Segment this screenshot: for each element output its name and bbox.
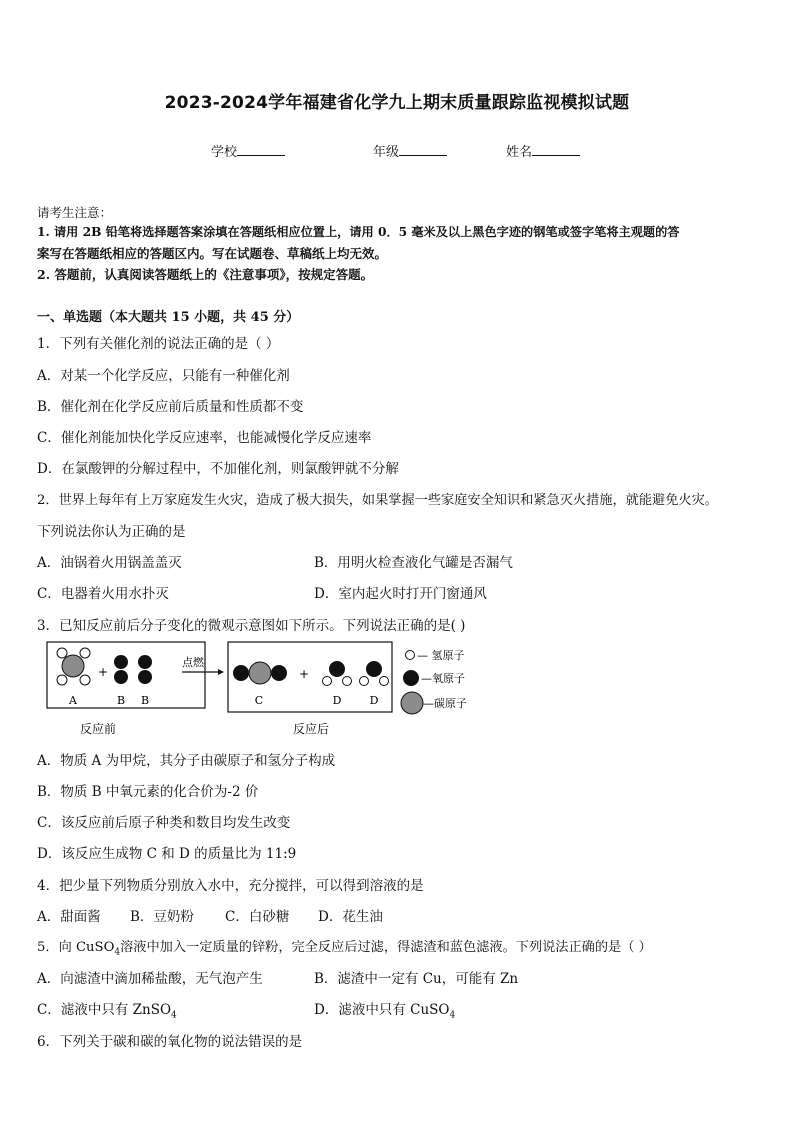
oxygen-atom	[114, 670, 128, 684]
q5-stem	[37, 936, 652, 958]
oxygen-atom	[114, 655, 128, 669]
q3-option-c: C．该反应前后原子种类和数目均发生改变	[37, 815, 291, 831]
oxygen-atom	[138, 655, 152, 669]
hydrogen-atom	[360, 677, 369, 686]
school-label: 学校	[211, 145, 238, 160]
legend-hydrogen-icon	[406, 651, 415, 660]
q1-option-b: B．催化剂在化学反应前后质量和性质都不变	[37, 399, 304, 415]
grade-field[interactable]	[373, 141, 447, 160]
notice-heading: 请考生注意：	[37, 205, 113, 220]
q5-option-d	[314, 998, 455, 1021]
name-label: 姓名	[506, 145, 533, 160]
q5-option-c-text: C．滤液中只有 ZnSO	[37, 1002, 172, 1018]
hydrogen-atom	[343, 677, 352, 686]
q5-stem-sub: 4	[114, 947, 121, 958]
q5-option-c	[37, 998, 177, 1021]
q2-stem-line2: 下列说法你认为正确的是	[37, 524, 186, 540]
plus-sign: +	[98, 665, 109, 679]
q2-stem-line1: 2．世界上每年有上万家庭发生火灾，造成了极大损失，如果掌握一些家庭安全知识和紧急灭火措施，就能避免火灾。	[37, 493, 718, 508]
legend-oxygen: —氧原子	[421, 672, 465, 685]
school-blank[interactable]	[237, 143, 285, 156]
page-title: 2023-2024学年福建省化学九上期末质量跟踪监视模拟试题	[164, 93, 630, 113]
q4-option-c: C．白砂糖	[225, 909, 290, 925]
q4-stem: 4．把少量下列物质分别放入水中，充分搅拌，可以得到溶液的是	[37, 878, 424, 894]
legend-carbon-icon	[401, 692, 423, 714]
q5-option-d-sub: 4	[449, 1010, 456, 1021]
q2-option-a: A．油锅着火用锅盖盖灭	[37, 555, 182, 571]
q1-stem: 1．下列有关催化剂的说法正确的是（ ）	[37, 336, 280, 352]
q1-option-c: C．催化剂能加快化学反应速率，也能减慢化学反应速率	[37, 430, 372, 446]
q4-option-b: B．豆奶粉	[130, 909, 194, 925]
label-b1: B	[116, 694, 126, 707]
q4-option-a: A．甜面酱	[37, 909, 101, 925]
q6-stem: 6．下列关于碳和碳的氧化物的说法错误的是	[37, 1034, 303, 1050]
legend-oxygen-icon	[403, 670, 419, 686]
caption-before: 反应前	[79, 722, 117, 736]
q5-stem-pre: 5．向 CuSO	[37, 940, 115, 955]
q2-option-d: D．室内起火时打开门窗通风	[314, 586, 487, 602]
plus-sign: +	[299, 667, 310, 681]
label-b2: B	[140, 694, 150, 707]
q4-option-d: D．花生油	[318, 909, 383, 925]
hydrogen-atom	[323, 677, 332, 686]
hydrogen-atom	[80, 675, 90, 685]
q5-option-d-text: D．滤液中只有 CuSO	[314, 1002, 450, 1018]
oxygen-atom	[271, 665, 287, 681]
label-d2: D	[369, 694, 379, 707]
label-a: A	[69, 694, 77, 707]
arrow-head	[218, 669, 224, 675]
notice-item2: 2. 答题前，认真阅读答题纸上的《注意事项》，按规定答题。	[37, 267, 374, 282]
name-field[interactable]	[506, 141, 580, 160]
q2-option-c: C．电器着火用水扑灭	[37, 586, 169, 602]
legend-carbon: —碳原子	[423, 697, 467, 710]
oxygen-atom	[233, 665, 249, 681]
q1-option-d: D．在氯酸钾的分解过程中，不加催化剂，则氯酸钾就不分解	[37, 461, 399, 477]
q5-option-a: A．向滤渣中滴加稀盐酸，无气泡产生	[37, 971, 263, 987]
q3-stem: 3．已知反应前后分子变化的微观示意图如下所示。下列说法正确的是( )	[37, 618, 466, 634]
q3-option-a: A．物质 A 为甲烷，其分子由碳原子和氢分子构成	[37, 753, 336, 769]
oxygen-atom	[366, 661, 382, 677]
hydrogen-atom	[80, 648, 90, 658]
oxygen-atom	[138, 670, 152, 684]
arrow-label: 点燃	[182, 656, 204, 669]
section-heading: 一、单选题（本大题共 15 小题，共 45 分）	[37, 310, 300, 325]
carbon-atom	[249, 662, 271, 684]
grade-label: 年级	[373, 145, 400, 160]
hydrogen-atom	[380, 677, 389, 686]
reaction-diagram	[40, 638, 480, 744]
grade-blank[interactable]	[399, 143, 447, 156]
carbon-atom	[62, 655, 84, 677]
q2-option-b: B．用明火检查液化气罐是否漏气	[314, 555, 513, 571]
q5-option-b: B．滤渣中一定有 Cu，可能有 Zn	[314, 971, 519, 987]
notice-item1-line2: 案写在答题纸相应的答题区内。写在试题卷、草稿纸上均无效。	[37, 246, 388, 261]
hydrogen-atom	[57, 648, 67, 658]
label-d1: D	[332, 694, 342, 707]
q3-option-b: B．物质 B 中氧元素的化合价为-2 价	[37, 784, 259, 800]
legend-hydrogen: — 氢原子	[417, 649, 465, 662]
q3-option-d: D．该反应生成物 C 和 D 的质量比为 11:9	[37, 846, 297, 862]
oxygen-atom	[329, 661, 345, 677]
q5-option-c-sub: 4	[171, 1010, 177, 1021]
notice-item1-line1: 1. 请用 2B 铅笔将选择题答案涂填在答题纸相应位置上，请用 0．5 毫米及以上黑色字迹的钢笔或签字笔将主观题的答	[37, 225, 680, 239]
caption-after: 反应后	[292, 722, 330, 736]
label-c: C	[254, 694, 264, 707]
hydrogen-atom	[57, 675, 67, 685]
q1-option-a: A．对某一个化学反应，只能有一种催化剂	[37, 368, 290, 384]
school-field[interactable]	[211, 141, 285, 160]
q5-stem-post: 溶液中加入一定质量的锌粉，完全反应后过滤，得滤渣和蓝色滤液。下列说法正确的是（ ）	[120, 940, 652, 955]
name-blank[interactable]	[532, 143, 580, 156]
